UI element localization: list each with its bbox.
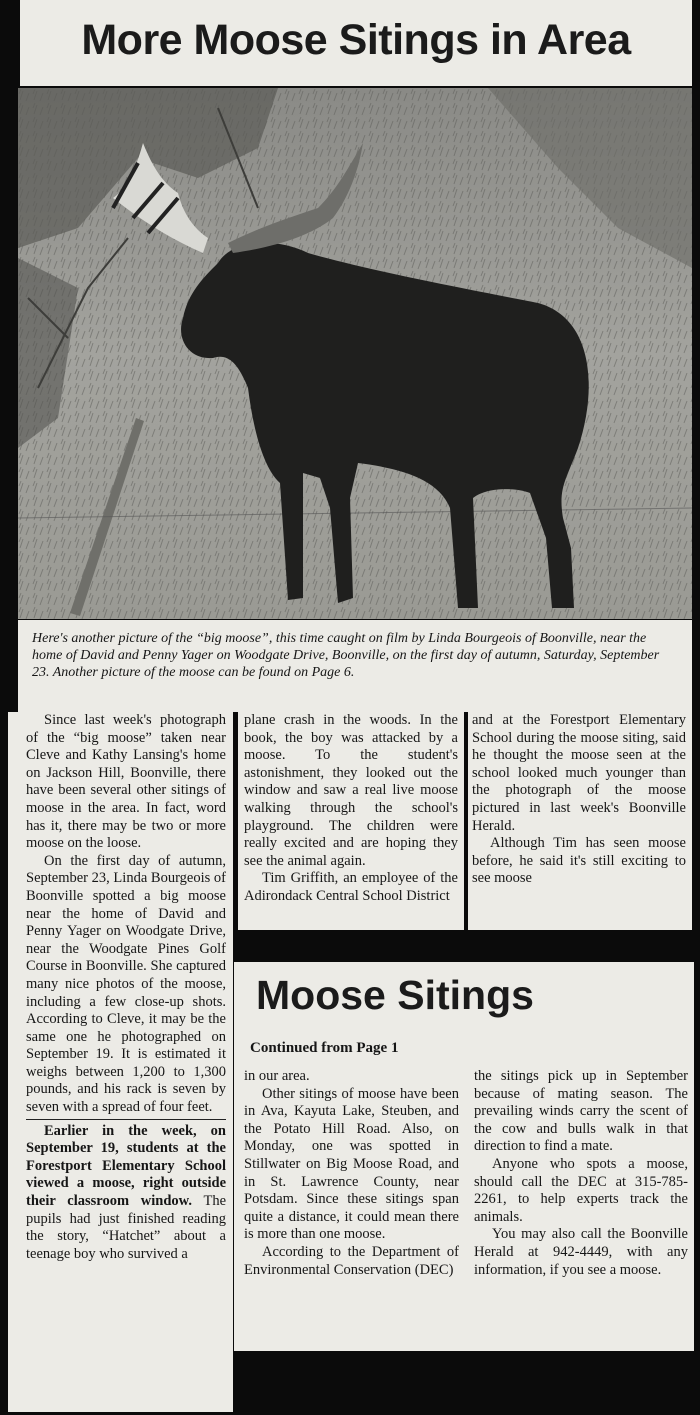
- continuation-headline: Moose Sitings: [256, 972, 534, 1018]
- paragraph: in our area.: [244, 1068, 310, 1084]
- paragraph: plane crash in the woods. In the book, the boy was attacked by a moose. To the student's astonishment, they looked out the window and saw a real live moose walking through the school's playground. The children were really excited and are hoping they see the animal again.: [244, 712, 458, 869]
- jump-line: Continued from Page 1: [250, 1040, 399, 1056]
- headline: More Moose Sitings in Area: [81, 16, 631, 64]
- column-1-text: [26, 712, 226, 1263]
- column-2-text: [244, 712, 458, 906]
- paragraph: and at the Forestport Elementary School during the moose siting, said he thought the moose seen at the school looked much younger than the photograph of the moose pictured in last week's Boonville Herald.: [472, 712, 686, 834]
- paragraph: You may also call the Boonville Herald at 942-4449, with any information, if you see a moose.: [474, 1226, 688, 1278]
- photo-caption: Here's another picture of the “big moose”, this time caught on film by Linda Bourgeois of Boonville, near the home of David and Penny Yager on Woodgate Drive, Boonville, on the first day of autumn, Saturday, September 23. Another picture of the moose can be found on Page 6.: [32, 631, 660, 680]
- headline-clipping: [20, 0, 692, 86]
- paragraph: On the first day of autumn, September 23, Linda Bourgeois of Boonville spotted a big moose near the home of David and Penny Yager on Woodgate Drive, near the Woodgate Pines Golf Course in Boonville. She captured many nice photos of the moose, including a few close-up shots. According to Cleve, it may be the same one he photographed on September 19. It is estimated it weighs between 1,200 to 1,300 pounds, and his rack is seven by seven with a spread of four feet.: [26, 852, 226, 1116]
- moose-photo: [18, 88, 692, 619]
- paragraph: Since last week's photograph of the “big moose” taken near Cleve and Kathy Lansing's home on Jackson Hill, Boonville, there have been several other sitings of moose in the area. In fact, word has it, there may be two or more moose on the loose.: [26, 712, 226, 852]
- bold-lead: Earlier in the week, on September 19, students at the Forestport Elementary School viewed a moose, right outside their classroom window.: [26, 1122, 226, 1210]
- article-column-1: [8, 712, 233, 1412]
- moose-photo-illustration: [18, 88, 692, 619]
- column-3-text: [472, 712, 686, 888]
- paragraph: Other sitings of moose have been in Ava, Kayuta Lake, Steuben, and the Potato Hill Road. Also, on Monday, one was spotted in Stillwater on Big Moose Road, and in St. Lawrence County, near Potsdam. Since these sitings span quite a distance, it could mean there is more than one moose.: [244, 1085, 459, 1243]
- continuation-right-column: [474, 1068, 688, 1279]
- paragraph: Although Tim has seen moose before, he said it's still exciting to see moose: [472, 835, 686, 887]
- article-column-3: [468, 712, 692, 930]
- divider: [26, 1119, 226, 1120]
- continuation-left-column: [244, 1068, 459, 1279]
- paragraph: According to the Department of Environmental Conservation (DEC): [244, 1243, 459, 1278]
- caption-box: [18, 620, 692, 712]
- paragraph: the sitings pick up in September because of mating season. The prevailing winds carry the scent of the cow and bulls walk in that direction to find a mate.: [474, 1068, 688, 1155]
- article-column-2: [238, 712, 464, 930]
- continuation-clipping: [234, 962, 694, 1351]
- paragraph: Tim Griffith, an employee of the Adirondack Central School District: [244, 870, 458, 904]
- paragraph: Anyone who spots a moose, should call the DEC at 315-785-2261, to help experts track the animals.: [474, 1155, 688, 1225]
- paragraph: [26, 1123, 226, 1264]
- paragraph-rest: The pupils had just finished reading the story, “Hatchet” about a teenage boy who survived a: [26, 1193, 226, 1262]
